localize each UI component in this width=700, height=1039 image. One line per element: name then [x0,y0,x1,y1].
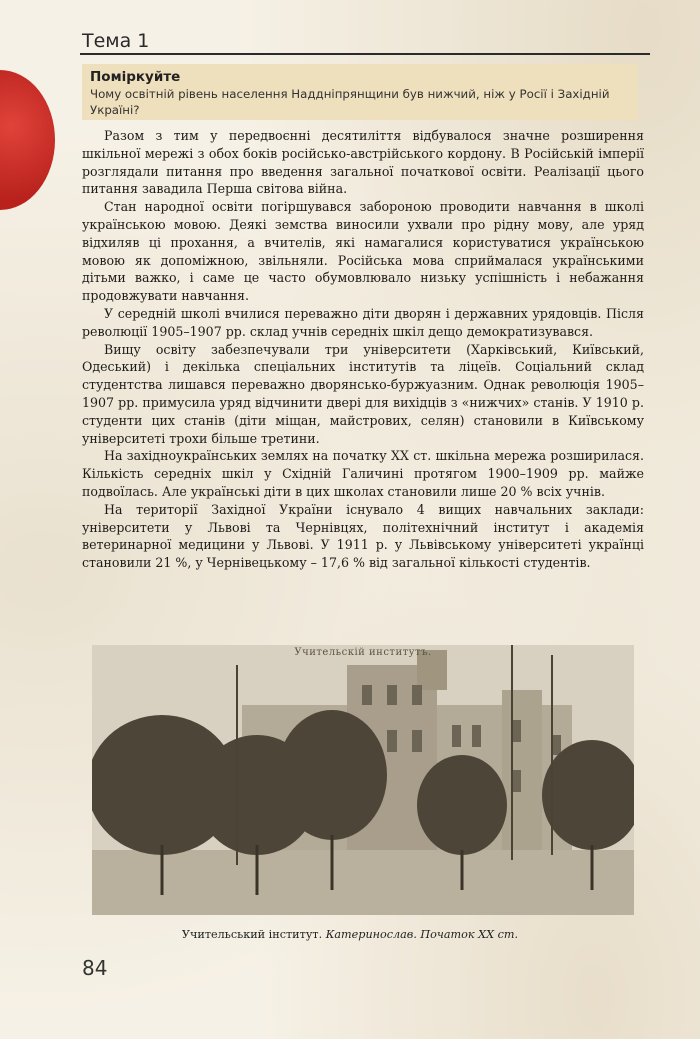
paragraph: На території Західної України існувало 4 вищих навчальних заклади: університети у Львові та Чернівцях, політехнічний інститут і академія ветеринарної медицини у Львові. У 1911 р. у Львівському університеті українці становили 21 %, у Чернівецькому – 17,6 % від загальної кількості студентів. [82,501,644,571]
building-illustration [92,645,634,915]
photo-inscription: Учительскій институтъ. [294,647,432,658]
historical-photo [92,645,634,915]
think-box-title: Поміркуйте [90,69,181,85]
paragraph: Стан народної освіти погіршувався забороною проводити навчання в школі українською мовою. Деякі земства виносили ухвали про рідну мову, але уряд відхиляв ці прохання, а вчителів, які намагалися користуватися українською мовою як допоміжною, звільняли. Російська мова сприймалася українськими дітьми важко, і саме це часто обумовлювало низьку успішність і небажання продовжувати навчання. [82,199,644,304]
paragraph: У середній школі вчилися переважно діти дворян і державних урядовців. Після революції 1905–1907 рр. склад учнів середніх шкіл дещо демократизувався. [82,305,644,339]
caption-main: Учительський інститут. [181,928,323,941]
paragraph: Разом з тим у передвоєнні десятиліття відбувалося значне розширення шкільної мережі з обох боків російсько-австрійського кордону. В Російській імперії розглядали питання про введення загальної початкової освіти. Реалізації цього питання завадила Перша світова війна. [82,128,644,197]
page-number: 84 [82,956,108,980]
paragraph: На західноукраїнських землях на початку XX ст. шкільна мережа розширилася. Кількість середніх шкіл у Східній Галичині протягом 1900–1909 рр. майже подвоїлась. Але українські діти в цих школах становили лише 20 % всіх учнів. [82,448,644,499]
chapter-title: Тема 1 [82,30,150,52]
header-divider [80,53,650,55]
body-text [82,127,644,572]
photo-caption [0,928,700,941]
think-box [82,64,638,120]
think-box-question: Чому освітній рівень населення Наддніпрянщини був нижчий, ніж у Росії і Західній Україні? [90,87,610,117]
paragraph: Вищу освіту забезпечували три університети (Харківський, Київський, Одеський) і декілька спеціальних інститутів та ліцеїв. Соціальний склад студентства лишався переважно дворянсько-буржуазним. Однак революція 1905–1907 рр. примусила уряд відчинити двері для вихідців з «нижчих» станів. У 1910 р. студенти цих станів (діти міщан, майстрових, селян) становили в Київському університеті трохи більше третини. [82,341,644,446]
caption-italic: Катеринослав. Початок XX ст. [325,928,519,941]
